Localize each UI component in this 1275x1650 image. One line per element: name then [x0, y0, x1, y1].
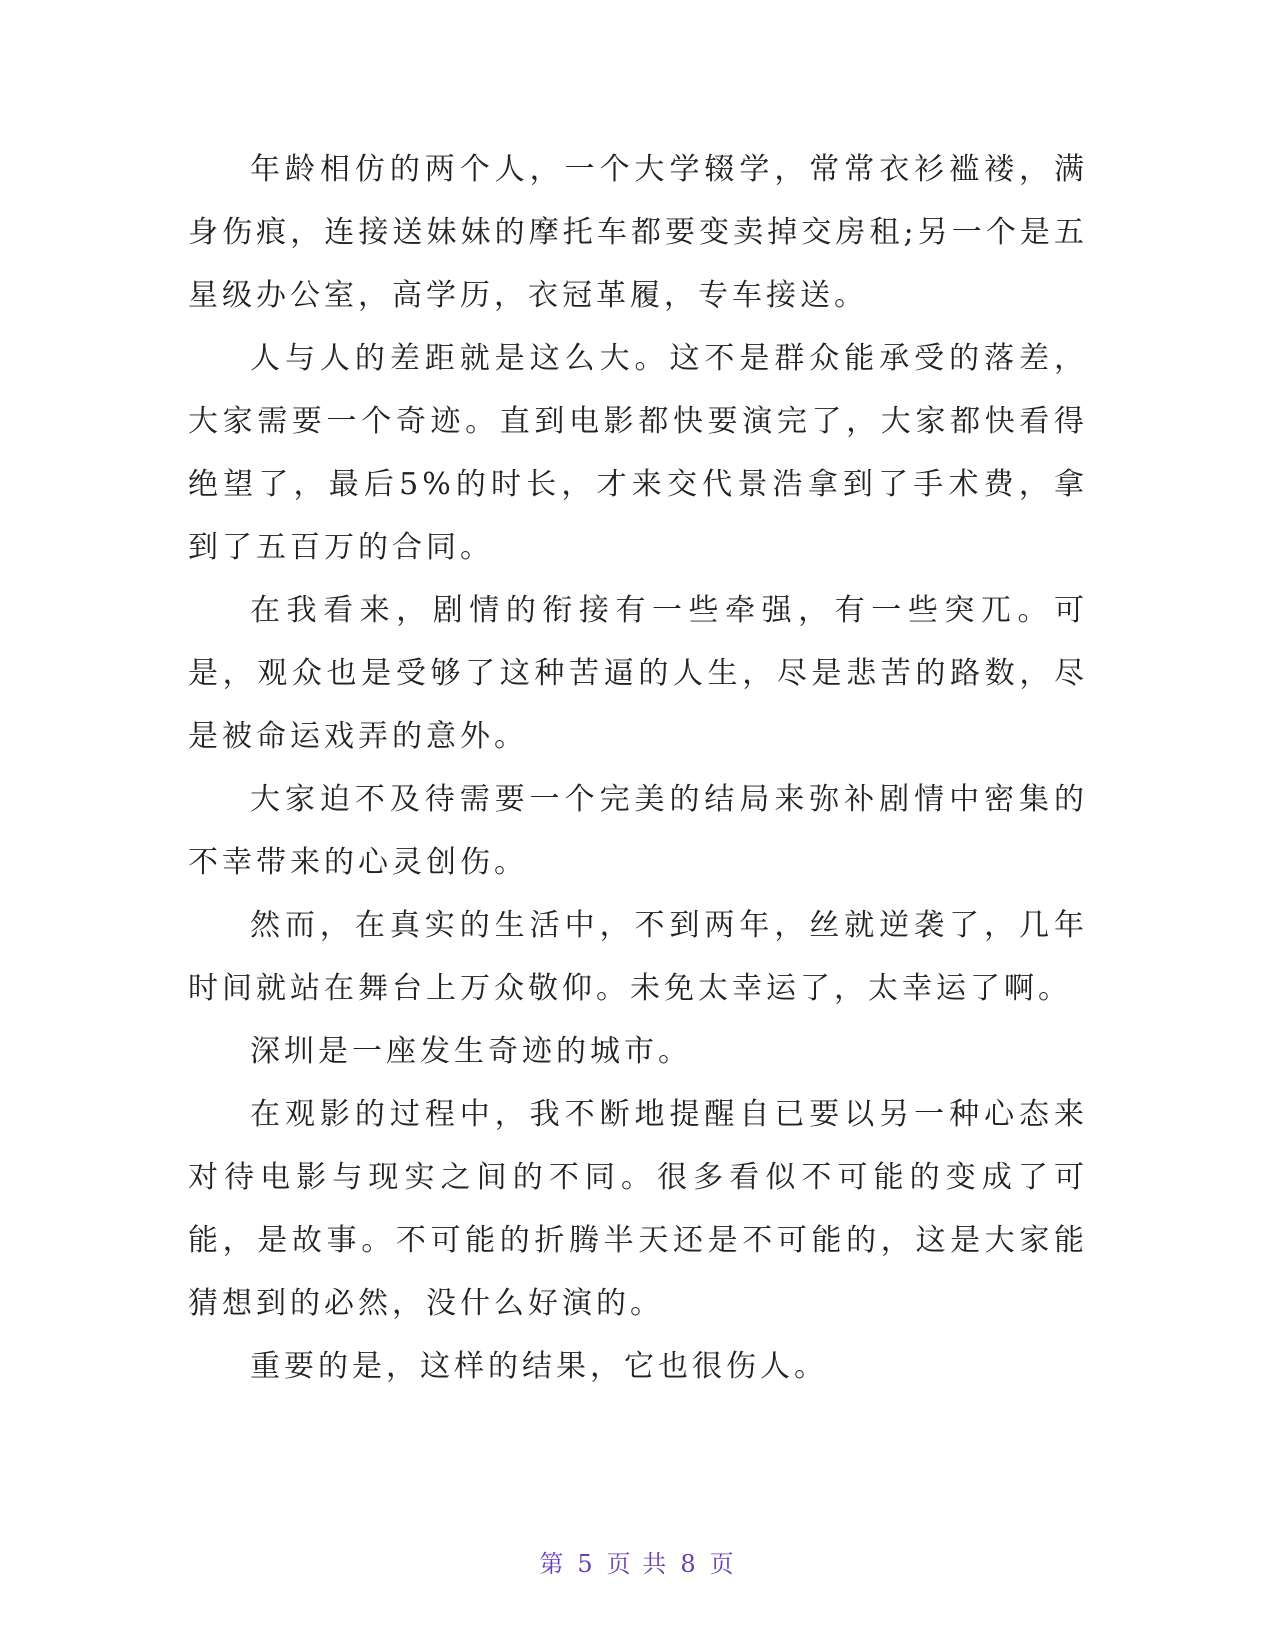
- page-label-suffix: 页: [709, 1550, 736, 1578]
- paragraph-6: 深圳是一座发生奇迹的城市。: [250, 1034, 692, 1069]
- paragraph-5: 然而，在真实的生活中，不到两年，丝就逆袭了，几年时间就站在舞台上万众敬仰。未免太幸运了，太幸运了啊。: [188, 908, 1088, 1006]
- current-page-number: 5: [577, 1550, 595, 1578]
- paragraph-1: 年龄相仿的两个人，一个大学辍学，常常衣衫褴褛，满身伤痕，连接送妹妹的摩托车都要变卖掉交房租;另一个是五星级办公室，高学历，衣冠革履，专车接送。: [188, 152, 1088, 313]
- document-body: [188, 138, 1088, 1398]
- paragraph-3: 在我看来，剧情的衔接有一些牵强，有一些突兀。可是，观众也是受够了这种苦逼的人生，尽是悲苦的路数，尽是被命运戏弄的意外。: [188, 593, 1088, 754]
- paragraph-4: 大家迫不及待需要一个完美的结局来弥补剧情中密集的不幸带来的心灵创伤。: [188, 782, 1088, 880]
- total-pages-number: 8: [680, 1550, 698, 1578]
- page-label-prefix: 第: [539, 1550, 566, 1578]
- paragraph-8: 重要的是，这样的结果，它也很伤人。: [250, 1349, 828, 1384]
- page-label-mid: 页 共: [606, 1550, 669, 1578]
- page-footer: [0, 1544, 1275, 1579]
- paragraph-2: 人与人的差距就是这么大。这不是群众能承受的落差，大家需要一个奇迹。直到电影都快要演完了，大家都快看得绝望了，最后5%的时长，才来交代景浩拿到了手术费，拿到了五百万的合同。: [188, 341, 1088, 565]
- paragraph-7: 在观影的过程中，我不断地提醒自已要以另一种心态来对待电影与现实之间的不同。很多看似不可能的变成了可能，是故事。不可能的折腾半天还是不可能的，这是大家能猜想到的必然，没什么好演的。: [188, 1097, 1088, 1321]
